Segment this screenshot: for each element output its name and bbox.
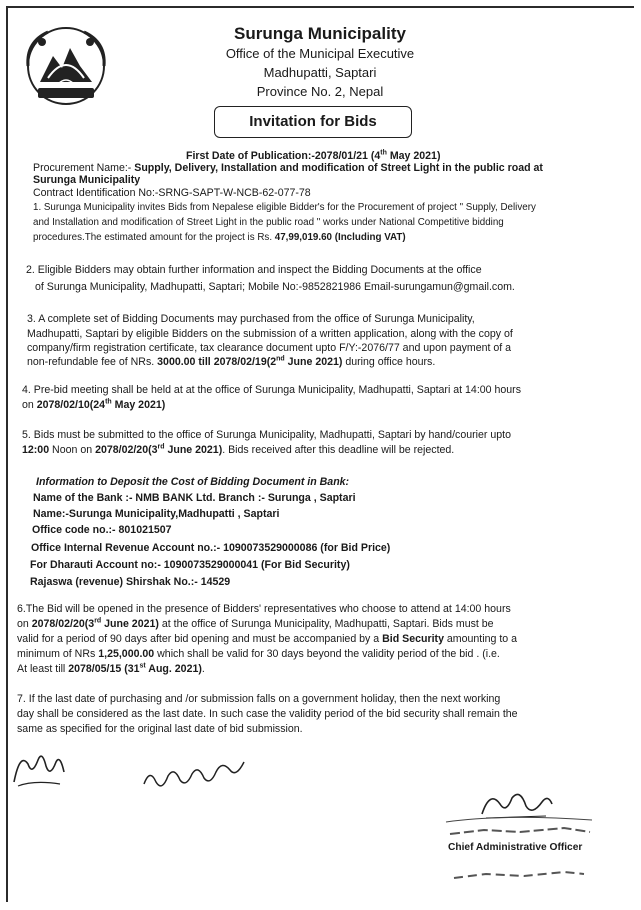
province-line: Province No. 2, Nepal xyxy=(256,84,384,99)
para3-line4: non-refundable fee of NRs. 3000.00 till 2078/02/19(2nd June 2021) during office hours. xyxy=(27,355,436,368)
para1-line2: and Installation and modification of Street Light in the public road " works under National Competitive bidding xyxy=(33,217,504,228)
para7-line3: same as specified for the original last date of bid submission. xyxy=(17,723,303,735)
para6-line2: on 2078/02/20(3rd June 2021) at the office of Surunga Municipality, Madhupatti, Saptari. Bids must be xyxy=(17,617,494,630)
para6-line4: minimum of NRs 1,25,000.00 which shall be valid for 30 days beyond the validity period of the bid . (i.e. xyxy=(17,648,500,660)
procurement-name-line1: Procurement Name:- Supply, Delivery, Installation and modification of Street Light in the public road at xyxy=(33,162,543,174)
para6-line1: 6.The Bid will be opened in the presence of Bidders' representatives who choose to attend at 14:00 hours xyxy=(17,603,511,615)
para3-line3: company/firm registration certificate, tax clearance document upto F/Y:-2076/77 and upon payment of a xyxy=(27,342,512,354)
para2-line2: of Surunga Municipality, Madhupatti, Saptari; Mobile No:-9852821986 Email-surungamun@gmail.com. xyxy=(35,281,515,293)
publication-date: First Date of Publication:-2078/01/21 (4th May 2021) xyxy=(186,149,441,162)
para3-line1: 3. A complete set of Bidding Documents may purchased from the office of Surunga Municipality, xyxy=(27,313,475,325)
municipality-name: Surunga Municipality xyxy=(234,24,406,43)
para7-line1: 7. If the last date of purchasing and /or submission falls on a government holiday, then the next working xyxy=(17,693,501,705)
revenue-account: Office Internal Revenue Account no.:- 1090073529000086 (for Bid Price) xyxy=(31,542,391,554)
para1-line3: procedures.The estimated amount for the project is Rs. 47,99,019.60 (Including VAT) xyxy=(33,232,406,243)
account-name: Name:-Surunga Municipality,Madhupatti , Saptari xyxy=(33,508,280,520)
left-signature xyxy=(10,742,70,792)
office-code: Office code no.:- 801021507 xyxy=(32,524,172,536)
para7-line2: day shall be considered as the last date. In such case the validity period of the bid security shall remain the xyxy=(17,708,518,720)
para6-line3: valid for a period of 90 days after bid opening and must be accompanied by a Bid Security amounting to a xyxy=(17,633,517,645)
dharauti-account: For Dharauti Account no:- 1090073529000041 (For Bid Security) xyxy=(30,559,350,571)
para2-line1: 2. Eligible Bidders may obtain further information and inspect the Bidding Documents at the office xyxy=(26,264,482,276)
para4-line1: 4. Pre-bid meeting shall be held at at the office of Surunga Municipality, Madhupatti, Saptari at 14:00 hours xyxy=(22,384,521,396)
document-title: Invitation for Bids xyxy=(214,106,412,138)
contract-id: Contract Identification No:-SRNG-SAPT-W-NCB-62-077-78 xyxy=(33,187,311,199)
nepal-emblem-logo xyxy=(18,22,114,108)
office-name: Office of the Municipal Executive xyxy=(225,46,415,61)
para4-line2: on 2078/02/10(24th May 2021) xyxy=(22,398,166,411)
para3-line2: Madhupatti, Saptari by eligible Bidders on the submission of a written application, along with the copy of xyxy=(27,328,513,340)
para1-line1: 1. Surunga Municipality invites Bids from Nepalese eligible Bidder's for the Procurement of project " Supply, Delivery xyxy=(33,202,536,213)
officer-designation: Chief Administrative Officer xyxy=(448,842,583,853)
rajaswa-shirshak: Rajaswa (revenue) Shirshak No.:- 14529 xyxy=(30,576,231,588)
para5-line1: 5. Bids must be submitted to the office of Surunga Municipality, Madhupatti, Saptari by hand/courier upto xyxy=(22,429,511,441)
para6-line5: At least till 2078/05/15 (31st Aug. 2021). xyxy=(17,662,205,675)
middle-handwritten-note xyxy=(140,748,250,798)
procurement-name-line2: Surunga Municipality xyxy=(33,174,141,186)
para5-line2: 12:00 Noon on 2078/02/20(3rd June 2021). Bids received after this deadline will be rejected. xyxy=(22,443,455,456)
bank-name: Name of the Bank :- NMB BANK Ltd. Branch :- Surunga , Saptari xyxy=(33,492,356,504)
office-address: Madhupatti, Saptari xyxy=(263,65,377,80)
bank-info-heading: Information to Deposit the Cost of Bidding Document in Bank: xyxy=(36,476,350,488)
